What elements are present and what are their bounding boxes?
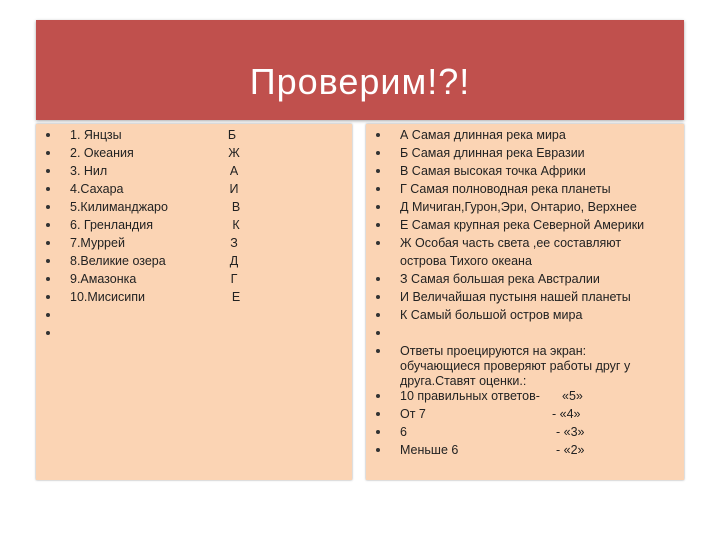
title-banner	[36, 20, 684, 120]
bullet	[376, 430, 380, 434]
bullet	[46, 277, 50, 281]
bullet	[376, 394, 380, 398]
bullet	[376, 331, 380, 335]
answer-letter: А	[229, 164, 239, 178]
bullet	[46, 151, 50, 155]
bullet	[376, 448, 380, 452]
note-line: Ответы проецируются на экран:	[400, 344, 587, 358]
bullet	[46, 331, 50, 335]
answer-letter: Б	[227, 128, 237, 142]
grade-label: Меньше 6	[400, 443, 459, 457]
bullet	[46, 259, 50, 263]
bullet	[376, 241, 380, 245]
bullet	[376, 412, 380, 416]
answer-letter: З	[230, 236, 238, 250]
answer-letter: И	[229, 182, 239, 196]
left-item: 9.Амазонка	[70, 272, 137, 286]
right-item: Д Мичиган,Гурон,Эри, Онтарио, Верхнее	[400, 200, 637, 214]
note-line: обучающиеся проверяют работы друг у	[400, 359, 631, 373]
bullet	[376, 277, 380, 281]
right-item: Е Самая крупная река Северной Америки	[400, 218, 645, 232]
right-item: В Самая высокая точка Африки	[400, 164, 586, 178]
bullet	[376, 295, 380, 299]
bullet	[46, 223, 50, 227]
bullet	[46, 313, 50, 317]
right-item: Б Самая длинная река Евразии	[400, 146, 585, 160]
right-item: К Самый большой остров мира	[400, 308, 583, 322]
answer-letter: В	[231, 200, 241, 214]
bullet	[46, 205, 50, 209]
bullet	[46, 241, 50, 245]
bullet	[376, 223, 380, 227]
left-item: 5.Килиманджаро	[70, 200, 168, 214]
left-item: 3. Нил	[70, 164, 108, 178]
bullet	[376, 313, 380, 317]
right-item: Г Самая полноводная река планеты	[400, 182, 611, 196]
left-item: 2. Океания	[70, 146, 134, 160]
left-item: 8.Великие озера	[70, 254, 166, 268]
grade-mark: - «2»	[556, 443, 585, 457]
bullet	[376, 349, 380, 353]
right-item: З Самая большая река Австралии	[400, 272, 600, 286]
right-item: И Величайшая пустыня нашей планеты	[400, 290, 631, 304]
bullet	[376, 133, 380, 137]
bullet	[376, 187, 380, 191]
left-item: 4.Сахара	[70, 182, 124, 196]
grade-mark: - «4»	[552, 407, 581, 421]
slide-title: Проверим!?!	[249, 61, 471, 102]
right-item: Ж Особая часть света ,ее составляют	[400, 236, 622, 250]
left-item: 7.Муррей	[70, 236, 125, 250]
left-item: 1. Янцзы	[70, 128, 122, 142]
right-item-continuation: острова Тихого океана	[400, 254, 532, 268]
bullet	[376, 205, 380, 209]
grade-mark: «5»	[562, 389, 583, 403]
answer-letter: Е	[231, 290, 241, 304]
bullet	[46, 187, 50, 191]
left-item: 10.Мисисипи	[70, 290, 145, 304]
answer-letter: Д	[229, 254, 239, 268]
bullet	[46, 169, 50, 173]
grade-label: От 7	[400, 407, 426, 421]
right-item: А Самая длинная река мира	[400, 128, 566, 142]
grade-mark: - «3»	[556, 425, 585, 439]
left-item: 6. Гренландия	[70, 218, 153, 232]
right-panel	[366, 124, 684, 480]
bullet	[46, 133, 50, 137]
grade-label: 10 правильных ответов-	[400, 389, 540, 403]
grade-label: 6	[400, 425, 407, 439]
note-line: друга.Ставят оценки.:	[400, 374, 527, 388]
left-panel	[36, 124, 352, 480]
bullet	[46, 295, 50, 299]
answer-letter: Г	[230, 272, 238, 286]
bullet	[376, 169, 380, 173]
answer-letter: Ж	[228, 146, 240, 160]
answer-letter: К	[232, 218, 240, 232]
bullet	[376, 151, 380, 155]
